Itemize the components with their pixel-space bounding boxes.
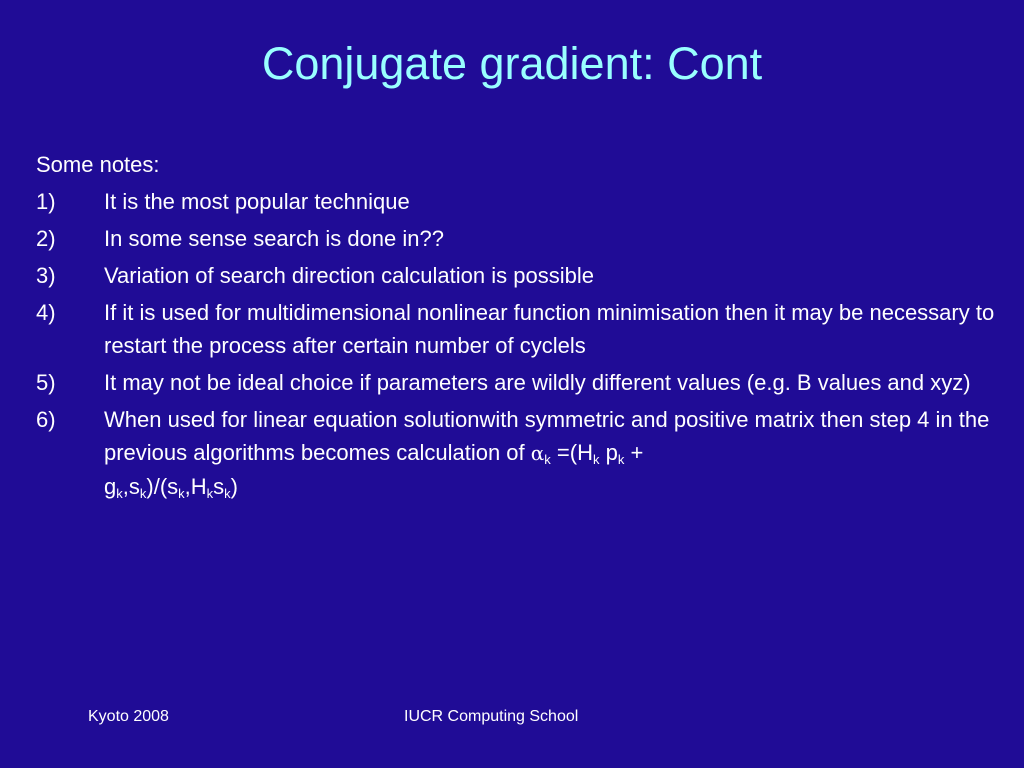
- formula-part: s: [213, 474, 225, 499]
- alpha-symbol: α: [530, 441, 545, 465]
- notes-intro: Some notes:: [36, 152, 160, 177]
- list-text: Variation of search direction calculation is possible: [104, 263, 594, 288]
- subscript-k: k: [224, 486, 231, 501]
- list-text-formula: [104, 403, 1016, 503]
- list-item: [36, 185, 1016, 218]
- slide-title: Conjugate gradient: Cont: [261, 38, 763, 89]
- footer-center: IUCR Computing School: [404, 708, 579, 725]
- list-item: [36, 403, 1016, 503]
- subscript-k: k: [206, 486, 214, 501]
- subscript-k: k: [617, 452, 625, 467]
- list-item: [36, 296, 1016, 362]
- list-number: 2): [36, 226, 56, 251]
- list-number: 3): [36, 263, 56, 288]
- list-number: 4): [36, 300, 56, 325]
- list-number: 6): [36, 407, 56, 432]
- subscript-k: k: [139, 486, 147, 501]
- list-text: If it is used for multidimensional nonlinear function minimisation then it may be necessary to restart the process after certain number of cyclels: [104, 300, 995, 358]
- list-text: When used for linear equation solutionwith symmetric and positive matrix then step 4 in the previous algorithms becomes calculation of: [104, 407, 990, 465]
- list-number: 5): [36, 370, 56, 395]
- subscript-k: k: [592, 452, 600, 467]
- slide-body: [36, 148, 1016, 507]
- formula-part: ,H: [184, 474, 207, 499]
- subscript-k: k: [116, 486, 123, 501]
- formula-part: =(H: [550, 440, 593, 465]
- formula-part: ,s: [122, 474, 140, 499]
- formula-part: )/(s: [146, 474, 179, 499]
- list-number: 1): [36, 189, 56, 214]
- footer-left: Kyoto 2008: [88, 708, 169, 725]
- formula-part: p: [599, 440, 618, 465]
- formula-part: ): [230, 474, 238, 499]
- list-text: It is the most popular technique: [104, 189, 410, 214]
- list-text: It may not be ideal choice if parameters are wildly different values (e.g. B values and xyz): [104, 370, 971, 395]
- formula-part: +: [624, 440, 644, 465]
- formula-part: g: [104, 474, 117, 499]
- list-item: [36, 366, 1016, 399]
- list-item: [36, 222, 1016, 255]
- list-text: In some sense search is done in??: [104, 226, 444, 251]
- list-item: [36, 259, 1016, 292]
- subscript-k: k: [178, 486, 185, 501]
- subscript-k: k: [544, 452, 551, 467]
